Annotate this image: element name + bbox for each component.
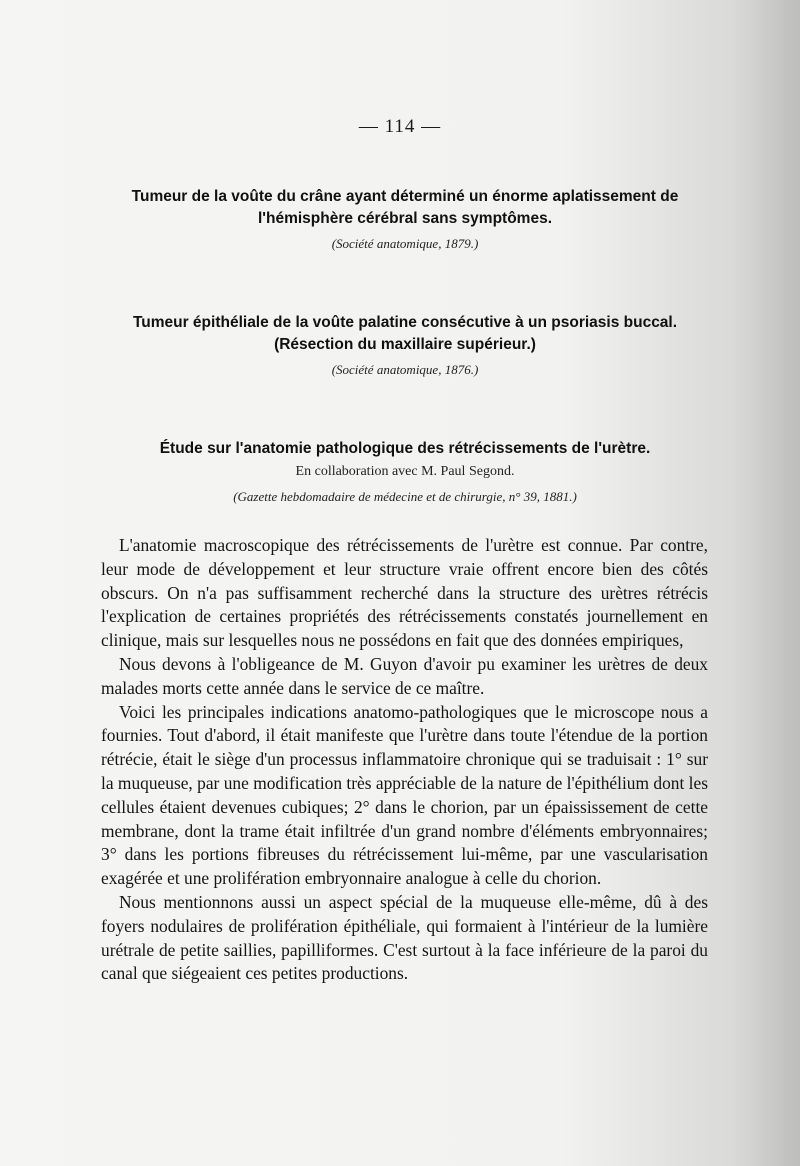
entry-title-2: Tumeur épithéliale de la voûte palatine consécutive à un psoriasis buccal. (Résection du maxillaire supérieur.) xyxy=(132,314,678,353)
body-paragraph-1: L'anatomie macroscopique des rétrécissements de l'urètre est connue. Par contre, leur mode de développement et leur structure vraie offrent encore bien des côtés obscurs. On n'a pas suffisamment recherché dans la structure des urètres rétrécis l'explication de certaines propriétés des rétrécissements constatés journellement en clinique, mais sur lesquelles nous ne possédons en fait que des données empiriques, xyxy=(101,535,708,651)
body-paragraph-4: Nous mentionnons aussi un aspect spécial de la muqueuse elle-même, dû à des foyers nodulaires de prolifération épithéliale, qui formaient à l'intérieur de la lumière urétrale de petite saillies, papilliformes. C'est surtout à la face inférieure de la paroi du canal que siégeaient ces petites productions. xyxy=(101,891,708,984)
entry-collaboration: En collaboration avec M. Paul Segond. xyxy=(295,464,515,479)
entry-source-1: (Société anatomique, 1879.) xyxy=(331,236,479,251)
entry-title-3: Étude sur l'anatomie pathologique des rétrécissements de l'urètre. xyxy=(159,440,651,457)
entry-source-2: (Société anatomique, 1876.) xyxy=(331,362,479,377)
entry-source-3: (Gazette hebdomadaire de médecine et de chirurgie, n° 39, 1881.) xyxy=(233,489,577,504)
body-paragraph-2: Nous devons à l'obligeance de M. Guyon d'avoir pu examiner les urètres de deux malades morts cette année dans le service de ce maître. xyxy=(101,653,708,698)
entry-title-1: Tumeur de la voûte du crâne ayant déterminé un énorme aplatissement de l'hémisphère cérébral sans symptômes. xyxy=(131,188,679,227)
article-body xyxy=(101,534,708,986)
page-number: — 114 — xyxy=(358,116,442,137)
body-paragraph-3: Voici les principales indications anatomo-pathologiques que le microscope nous a fournies. Tout d'abord, il était manifeste que l'urètre dans toute l'étendue de la portion rétrécie, était le siège d'un processus inflammatoire chronique qui se traduisait : 1° sur la muqueuse, par une modification très appréciable de la nature de l'épithélium dont les cellules étaient devenues cubiques; 2° dans le chorion, par un épaississement de cette membrane, dont la trame était infiltrée d'un grand nombre d'éléments embryonnaires; 3° dans les portions fibreuses du rétrécissement lui-même, par une vascularisation exagérée et une prolifération embryonnaire analogue à celle du chorion. xyxy=(101,701,708,889)
